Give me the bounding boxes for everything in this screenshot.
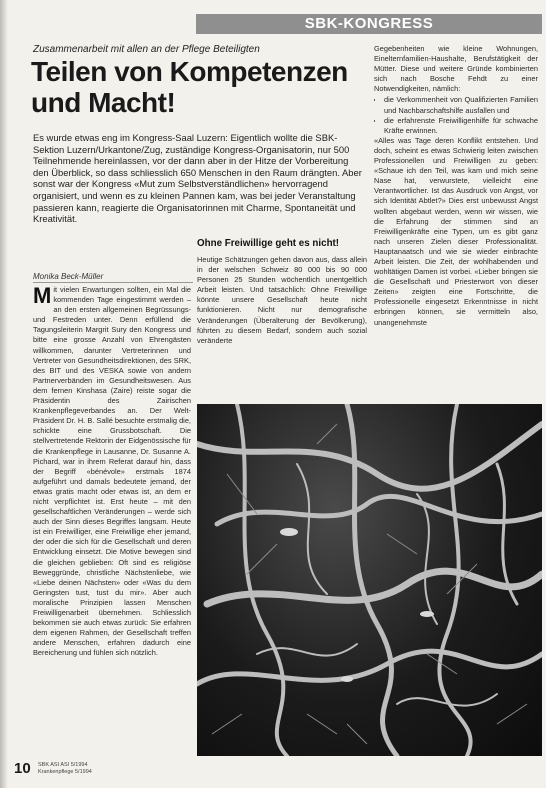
dropcap: M [33,285,52,308]
photo-roots [197,404,542,756]
body-text-middle: Heutige Schätzungen gehen davon aus, dass allein in der welschen Schweiz 80 000 bis 90 000 Personen 25 Stunden wöchentlich unentgeltlich Arbeit leisten. Und tatsächlich: Ohne Freiwillige könnte unsere Gesellschaft heute nicht funktionieren. Nicht nur demografische Veränderungen (Überalterung der Bevölkerung), führten zu diesem Bedarf, sondern auch sozial veränderte [197,255,367,345]
body-text-right-intro: Gegebenheiten wie kleine Wohnungen, Einelternfamilien-Haushalte, Berufstätigkeit der Mütter. Diese und weitere Gründe kombinierten sich nach Bosche Fehdt zu einer Notwendigkeiten, nämlich: [374,44,538,94]
body-column-middle [197,255,367,405]
body-text-right: «Alles was Tage deren Konflikt entstehen. Und doch, scheint es etwas Schwierig leiten zwischen Professionellen und Freiwilligen zu geben: «Schaue ich den Teil, was kam und mich seine Nase hat, verwurstete, vielleicht eine Verantwortlicher. Ist das Ausdruck von Angst, vor sich Identität Abtlet?» Dies erst unbewusst Angst wollten abgebaut werden, wenn wir wissen, wie die Erfahrung der stimmen sind an Freiwilligenkräfte eine Typen, um es gibt ganz nach unseren Zielen dieser Professionalität. Hauptanaatsch und wie sie wieder einbrachte Arbeit leisten. Die Zeit, der wohlhabenden und wohltätigen Damen ist vorbei. «Lieber bringen sie die Gesellschaft und Priesterwort von dieser Zeiten» zeigten eine Fortschritte, die Professionelle eingesetzt Erkenntnisse in nicht erbringen können, sie vermitteln also, unangenehmste [374,135,538,327]
bullet-list [374,95,538,135]
body-column-right [374,44,538,406]
page-number: 10 [14,760,31,777]
page-edge-shadow [0,0,8,788]
body-text-left: it vielen Erwartungen sollten, ein Mal die kommenden Tage eingestimmt werden – an den ersten allgemeinen Begrüssungs- und Festreden unter. Denn erfüllend die Tagungsleiterin Margrit Sury den Kongress und bitte eine grosse Anzahl von Ehrengästen willkommen, darunter Vertreterinnen und Vertreter von Gesundheitsdirektionen, des SRK, des BIT und des VESKA sowie von andern Partnerverbänden im Gesundheitswesen. Aus dem fernen Kinshasa (Zaire) reiste sogar die Präsidentin des Zairischen Krankenpflegeverbandes an. Der Welt-Präsident Dr. H. B. Sallé besuchte erstmalig die, schickte eine Grussbotschaft. Die stellvertretende Rektorin der Eidgenössische für die Krankenpflege in Lausanne, Dr. Susanne A. Pichard, war in ihrem Referat darauf hin, dass der Begriff «bénévole» erstmals 1874 aufgeführt und damals bedeutete jemand, der etwas gratis macht oder etwas ist, an dem er nicht verpflichtet ist. Erst heute – mit den gesellschaftlichen Veränderungen – werde sich auch der Sinn dieses Begriffes langsam. Heute ist ein Freiwilliger, eine Freiwillige eher jemand, der oder die sich für die Gesellschaft und deren Entwicklung einsetzt. Die Motive bewegen sind die gleichen geblieben: Oft sind es religiöse Beweggründe, christliche Nächstenliebe, wie «Liebe deinen Nächsten» oder «Was du dem Geringsten tust, tust du mir». Aber auch moralische Prinzipien lassen Menschen Freiwilligenarbeit übernehmen. Schliesslich bekommen sie auch etwas zurück: Sie erfahren dem eigenen Rahmen, der Gesellschaft treffen andere Menschen, erfahren dadurch eine Bereicherung und fühlen sich nützlich. [33,285,191,658]
bullet-item: • die Verkommenheit von Qualifizierten Familien und Nachbarschaftshilfe ausfallen und [384,95,538,115]
footer-source-line: SBK ASI ASI 5/1994 [38,762,88,768]
body-column-left [33,285,191,755]
byline: Monika Beck-Müller [33,272,193,283]
lead-paragraph: Es wurde etwas eng im Kongress-Saal Luzern: Eigentlich wollte die SBK-Sektion Luzern/Urkantone/Zug, zuständige Kongress-Organisatorin, nur 500 Teilnehmende hereinlassen, vor der dann aber in der Hitze der Vorbereitung den Überblick, so dass schliesslich 650 Menschen in den Raum drängten. Aber sonst war der Kongress «Mut zum Selbstverständlichen» hervorragend organisiert, und wenn es zu kleinen Pannen kam, was bei jeder Veranstaltung passieren kann, reagierte die Organisatorinnen mit Charme, Spontaneität und Kreativität. [33,132,362,225]
footer-source-line: Krankenpflege 5/1994 [38,769,92,775]
roots-illustration [197,404,542,756]
section-band: SBK-KONGRESS [196,14,542,34]
subhead: Ohne Freiwillige geht es nicht! [197,238,340,249]
footer-source [38,762,92,776]
kicker: Zusammenarbeit mit allen an der Pflege Beteiligten [33,44,260,55]
bullet-item: • die erfahrenste Freiwilligenhilfe für schwache Kräfte erwinnen. [384,116,538,136]
headline: Teilen von Kompetenzen und Macht! [31,56,348,118]
